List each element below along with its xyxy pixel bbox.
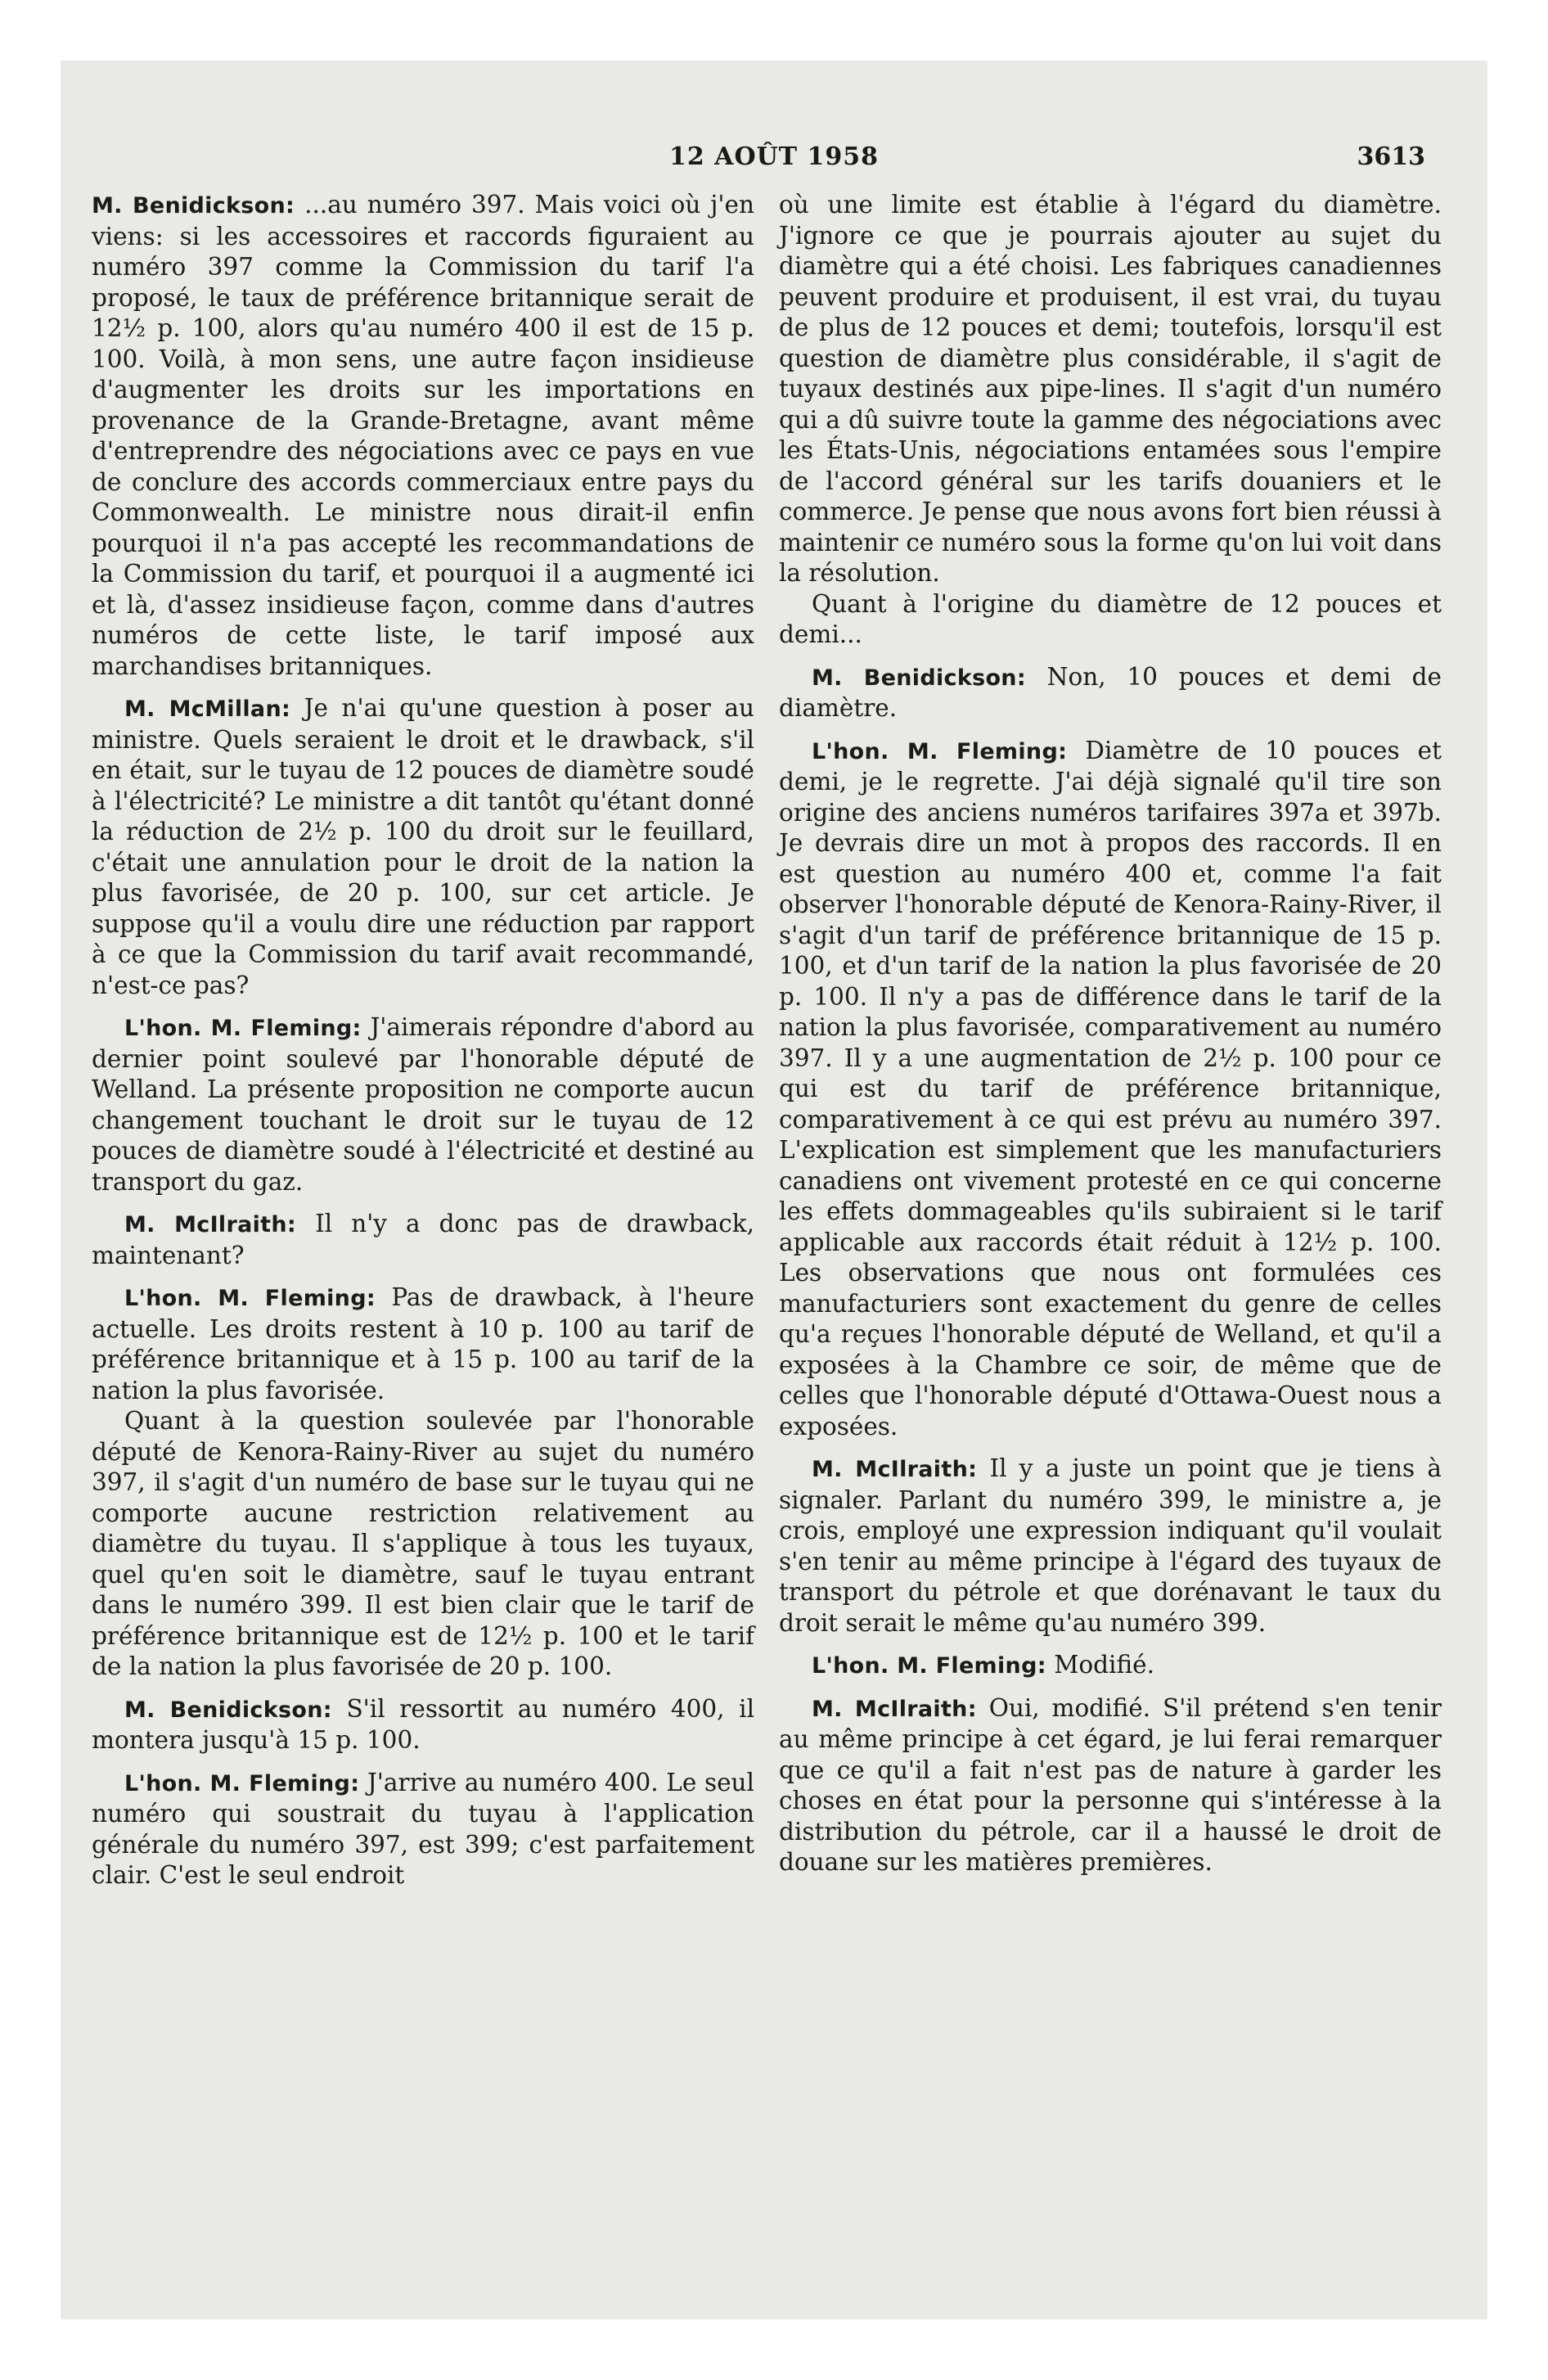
speaker-name: M. McIlraith: xyxy=(124,1212,296,1237)
paragraph-text: Quant à l'origine du diamètre de 12 pouces et demi... xyxy=(779,589,1442,648)
paragraph xyxy=(779,662,1442,724)
page-sheet xyxy=(61,61,1487,2319)
paragraph-text: Il n'y a donc pas de drawback, maintenant? xyxy=(92,1210,754,1269)
paragraph xyxy=(779,589,1442,651)
paragraph-text: S'il ressortit au numéro 400, il montera jusqu'à 15 p. 100. xyxy=(92,1694,754,1754)
speaker-name: M. McIlraith: xyxy=(812,1457,978,1482)
paragraph xyxy=(779,1454,1442,1639)
page-number: 3613 xyxy=(1357,142,1425,171)
paragraph-text: Je n'ai qu'une question à poser au ministre. Quels seraient le droit et le drawback, s'il en était, sur le tuyau de 12 pouces de diamètre soudé à l'électricité? Le ministre a dit tantôt qu'étant donné la réduction de 2½ p. 100 du droit sur le feuillard, c'était une annulation pour le droit de la nation la plus favorisée, de 20 p. 100, sur cet article. Je suppose qu'il a voulu dire une réduction par rapport à ce que la Commission du tarif avait recommandé, n'est-ce pas? xyxy=(92,694,754,999)
paragraph xyxy=(92,1768,754,1891)
paragraph-text: J'arrive au numéro 400. Le seul numéro qui soustrait du tuyau à l'application générale du numéro 397, est 399; c'est parfaitement clair. C'est le seul endroit xyxy=(92,1768,754,1889)
paragraph-text: Pas de drawback, à l'heure actuelle. Les droits restent à 10 p. 100 au tarif de préférence britannique et à 15 p. 100 au tarif de la nation la plus favorisée. xyxy=(92,1283,754,1404)
speaker-name: M. McMillan: xyxy=(124,696,291,722)
paragraph-text: Il y a juste un point que je tiens à signaler. Parlant du numéro 399, le ministre a, je crois, employé une expression indiquant qu'il voulait s'en tenir au même principe à l'égard des tuyaux de transport du pétrole et que dorénavant le taux du droit serait le même qu'au numéro 399. xyxy=(779,1454,1442,1637)
paragraph-text: où une limite est établie à l'égard du diamètre. J'ignore ce que je pourrais ajouter au sujet du diamètre qui a été choisi. Les fabriques canadiennes peuvent produire et produisent, il est vrai, du tuyau de plus de 12 pouces et demi; toutefois, lorsqu'il est question de diamètre plus considérable, il s'agit de tuyaux destinés aux pipe-lines. Il s'agit d'un numéro qui a dû suivre toute la gamme des négociations avec les États-Unis, négociations entamées sous l'empire de l'accord général sur les tarifs douaniers et le commerce. Je pense que nous avons fort bien réussi à maintenir ce numéro sous la forme qu'on lui voit dans la résolution. xyxy=(779,191,1442,587)
paragraph xyxy=(92,1012,754,1197)
header-date: 12 AOÛT 1958 xyxy=(668,142,880,171)
speaker-name: M. Benidickson: xyxy=(124,1697,332,1723)
paragraph xyxy=(779,1693,1442,1878)
speaker-name: L'hon. M. Fleming: xyxy=(124,1286,376,1311)
paragraph-text: Oui, modifié. S'il prétend s'en tenir au même principe à cet égard, je lui ferai remarquer que ce qu'il a fait n'est pas de nature à garder les choses en état pour la personne qui s'intéresse à la distribution du pétrole, car il a haussé le droit de douane sur les matières premières. xyxy=(779,1693,1442,1876)
right-column xyxy=(779,190,1442,1878)
paragraph-text: Diamètre de 10 pouces et demi, je le regrette. J'ai déjà signalé qu'il tire son origine des anciens numéros tarifaires 397a et 397b. Je devrais dire un mot à propos des raccords. Il en est question au numéro 400 et, comme l'a fait observer l'honorable député de Kenora-Rainy-River, il s'agit d'un tarif de préférence britannique de 15 p. 100, et d'un tarif de la nation la plus favorisée de 20 p. 100. Il n'y a pas de différence dans le tarif de la nation la plus favorisée, comparativement au numéro 397. Il y a une augmentation de 2½ p. 100 pour ce qui est du tarif de préférence britannique, comparativement à ce qui est prévu au numéro 397. L'explication est simplement que les manufacturiers canadiens ont vivement protesté en ce qui concerne les effets dommageables qu'ils subiraient si le tarif applicable aux raccords était réduit à 12½ p. 100. Les observations que nous ont formulées ces manufacturiers sont exactement du genre de celles qu'a reçues l'honorable député de Welland, et qu'il a exposées à la Chambre ce soir, de même que de celles que l'honorable député d'Ottawa-Ouest nous a exposées. xyxy=(779,736,1442,1440)
paragraph-text: J'aimerais répondre d'abord au dernier point soulevé par l'honorable député de Welland. La présente proposition ne comporte aucun changement touchant le droit sur le tuyau de 12 pouces de diamètre soudé à l'électricité et destiné au transport du gaz. xyxy=(92,1013,754,1196)
paragraph-text: Quant à la question soulevée par l'honorable député de Kenora-Rainy-River au sujet du numéro 397, il s'agit d'un numéro de base sur le tuyau qui ne comporte aucune restriction relativement au diamètre du tuyau. Il s'applique à tous les tuyaux, quel qu'en soit le diamètre, sauf le tuyau entrant dans le numéro 399. Il est bien clair que le tarif de préférence britannique est de 12½ p. 100 et le tarif de la nation la plus favorisée de 20 p. 100. xyxy=(92,1407,754,1680)
speaker-name: L'hon. M. Fleming: xyxy=(124,1770,360,1796)
paragraph-text: ...au numéro 397. Mais voici où j'en viens: si les accessoires et raccords figuraient au numéro 397 comme la Commission du tarif l'a proposé, le taux de préférence britannique serait de 12½ p. 100, alors qu'au numéro 400 il est de 15 p. 100. Voilà, à mon sens, une autre façon insidieuse d'augmenter les droits sur les importations en provenance de la Grande-Bretagne, avant même d'entreprendre des négociations avec ce pays en vue de conclure des accords commerciaux entre pays du Commonwealth. Le ministre nous dirait-il enfin pourquoi il n'a pas accepté les recommandations de la Commission du tarif, et pourquoi il a augmenté ici et là, d'assez insidieuse façon, comme dans d'autres numéros de cette liste, le tarif imposé aux marchandises britanniques. xyxy=(92,191,754,680)
speaker-name: M. Benidickson: xyxy=(812,665,1026,691)
left-column xyxy=(92,190,754,1891)
paragraph xyxy=(92,1694,754,1756)
speaker-name: M. McIlraith: xyxy=(812,1696,977,1722)
paragraph-text: Non, 10 pouces et demi de diamètre. xyxy=(779,662,1442,722)
paragraph xyxy=(779,736,1442,1443)
paragraph xyxy=(92,1406,754,1683)
paragraph xyxy=(779,190,1442,589)
paragraph xyxy=(92,1209,754,1271)
paragraph xyxy=(92,190,754,682)
page-header xyxy=(61,142,1487,175)
speaker-name: L'hon. M. Fleming: xyxy=(812,1653,1046,1679)
speaker-name: L'hon. M. Fleming: xyxy=(812,738,1068,764)
speaker-name: M. Benidickson: xyxy=(92,193,295,219)
paragraph xyxy=(92,1282,754,1406)
speaker-name: L'hon. M. Fleming: xyxy=(124,1016,362,1041)
paragraph xyxy=(779,1650,1442,1682)
paragraph-text: Modifié. xyxy=(1054,1651,1154,1679)
paragraph xyxy=(92,693,754,1001)
